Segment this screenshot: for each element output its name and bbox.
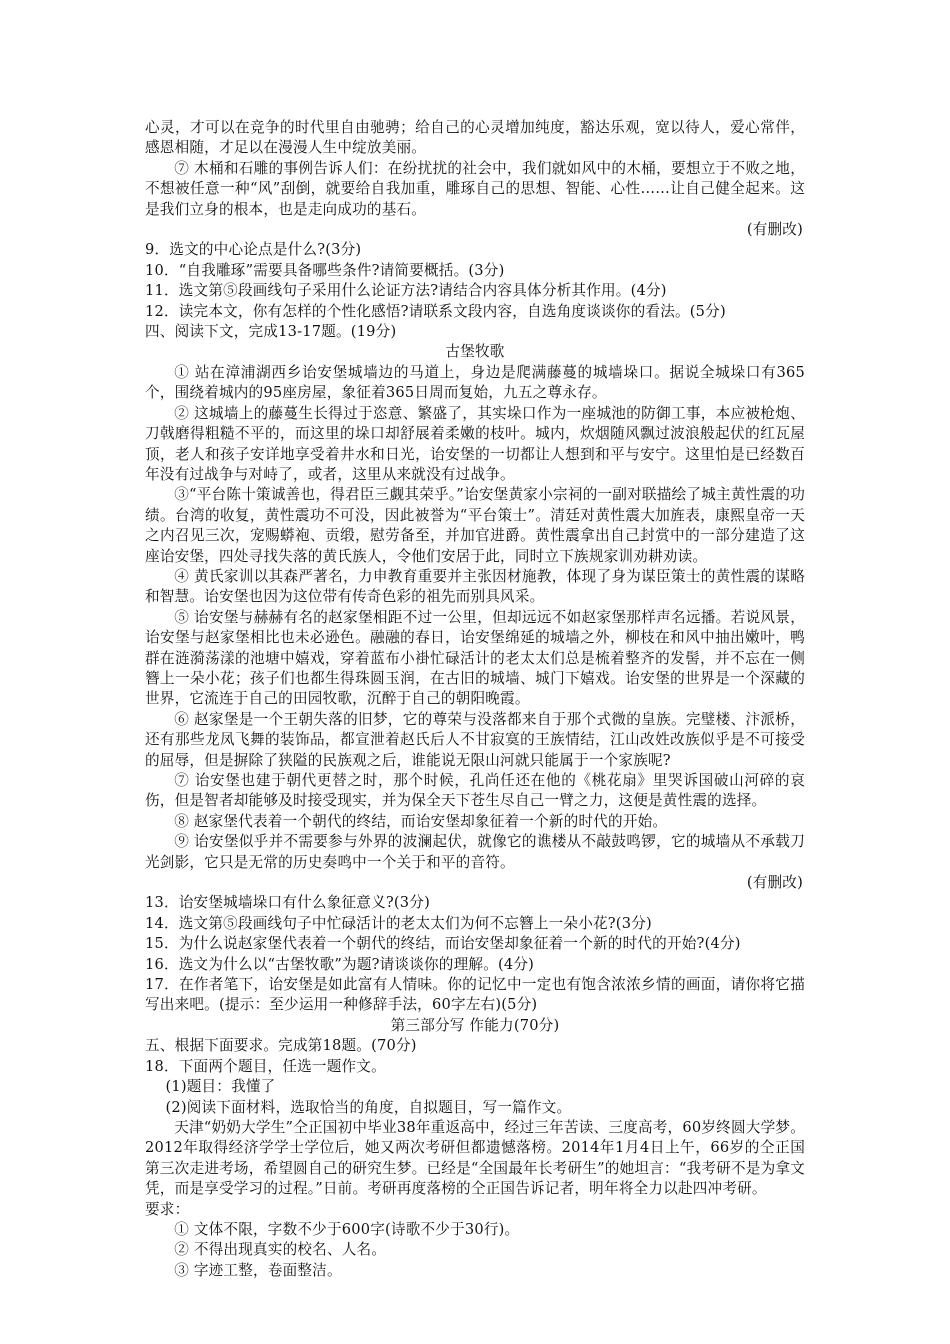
essay-option-2: (2)阅读下面材料，选取恰当的角度，自拟题目，写一篇作文。 [165, 1098, 572, 1116]
article-paragraph-9: ⑨ 诒安堡似乎并不需要参与外界的波澜起伏，就像它的谯楼从不敲鼓鸣锣，它的城墙从不承载刀光剑影，它只是无常的历史奏鸣中一个关于和平的音符。 [145, 833, 805, 871]
question-15: 15．为什么说赵家堡代表着一个朝代的终结，而诒安堡却象征着一个新的时代的开始?(4分) [145, 935, 741, 953]
section-4-heading: 四、阅读下文，完成13-17题。(19分) [145, 323, 397, 341]
part-3-heading: 第三部分写 作能力(70分) [390, 1016, 560, 1034]
question-9: 9．选文的中心论点是什么?(3分) [145, 241, 362, 259]
article-title: 古堡牧歌 [445, 343, 505, 361]
question-16: 16．选文为什么以“古堡牧歌”为题?请谈谈你的理解。(4分) [145, 955, 535, 973]
question-12: 12．读完本文，你有怎样的个性化感悟?请联系文段内容，自选角度谈谈你的看法。(5分) [145, 302, 726, 320]
article-paragraph-6: ⑥ 赵家堡是一个王朝失落的旧梦，它的尊荣与没落都来自于那个式微的皇族。完璧楼、汴派桥，还有那些龙凤飞舞的装饰品，都宣泄着赵氏后人不甘寂寞的王族情结，江山改姓改族似乎是不可接受的屈辱，但是摒除了狭隘的民族观之后，谁能说无限山河就只能属于一个家族呢? [145, 710, 805, 769]
question-18: 18．下面两个题目，任选一题作文。 [145, 1057, 386, 1075]
requirement-2: ② 不得出现真实的校名、人名。 [174, 1241, 387, 1259]
section-5-heading: 五、根据下面要求。完成第18题。(70分) [145, 1037, 417, 1055]
article-paragraph-7: ⑦ 诒安堡也建于朝代更替之时，那个时候，孔尚任还在他的《桃花扇》里哭诉国破山河碎的哀伤，但是智者却能够及时接受现实，并为保全天下苍生尽自己一臂之力，这便是黄性震的选择。 [145, 772, 805, 810]
exam-page [145, 118, 805, 1281]
article-paragraph-2: ② 这城墙上的藤蔓生长得过于恣意、繁盛了，其实垛口作为一座城池的防御工事，本应被枪炮、刀戟磨得粗糙不平的，而这里的垛口却舒展着柔嫩的枝叶。城内，炊烟随风飘过波浪般起伏的红瓦屋顶，老人和孩子安详地享受着井水和日光，诒安堡的一切都让人想到和平与安宁。这里怕是已经数百年没有过战争与对峙了，或者，这里从来就没有过战争。 [145, 404, 805, 483]
question-17: 17．在作者笔下，诒安堡是如此富有人情味。你的记忆中一定也有饱含浓浓乡情的画面，请你将它描写出来吧。(提示：至少运用一种修辞手法，60字左右)(5分) [145, 976, 805, 1014]
essay-material: 天津“奶奶大学生”仝正国初中毕业38年重返高中，经过三年苦读、三度高考，60岁终圆大学梦。2012年取得经济学学士学位后，她又两次考研但都遗憾落榜。2014年1月4日上午，66岁的仝正国第三次走进考场，希望圆自己的研究生梦。已经是“全国最年长考研生”的她坦言：“我考研不是为拿文凭，而是享受学习的过程。”日前。考研再度落榜的仝正国告诉记者，明年将全力以赴四冲考研。 [145, 1118, 805, 1198]
article-paragraph-4: ④ 黄氏家训以其森严著名，力申教育重要并主张因材施教，体现了身为谋臣策士的黄性震的谋略和智慧。诒安堡也因为这位带有传奇色彩的祖先而别具风采。 [145, 567, 805, 606]
question-10: 10．“自我雕琢”需要具备哪些条件?请简要概括。(3分) [145, 261, 505, 279]
question-11: 11．选文第⑤段画线句子采用什么论证方法?请结合内容具体分析其作用。(4分) [145, 282, 667, 300]
requirement-1: ① 文体不限，字数不少于600字(诗歌不少于30行)。 [174, 1220, 520, 1238]
essay-option-1: (1)题目：我懂了 [165, 1078, 276, 1096]
question-14: 14．选文第⑤段画线句子中忙碌活计的老太太们为何不忘簪上一朵小花?(3分) [145, 914, 652, 932]
article-paragraph-5: ⑤ 诒安堡与赫赫有名的赵家堡相距不过一公里，但却远远不如赵家堡那样声名远播。若说风景，诒安堡与赵家堡相比也未必逊色。融融的春日，诒安堡绵延的城墙之外，柳枝在和风中抽出嫩叶，鸭群在涟漪荡漾的池塘中嬉戏，穿着蓝布小褂忙碌活计的老太太们总是梳着整齐的发髻，并不忘在一侧簪上一朵小花；孩子们也都生得珠圆玉润，在古旧的城墙、城门下嬉戏。诒安堡的世界是一个深藏的世界，它流连于自己的田园牧歌，沉醉于自己的朝阳晚霞。 [145, 608, 805, 708]
article-source-note: (有删改) [746, 874, 803, 892]
article-paragraph-3: ③“平台陈十策诚善也，得君臣三觑其荣乎。”诒安堡黄家小宗祠的一副对联描绘了城主黄性震的功绩。台湾的收复，黄性震功不可没，因此被誉为“平台策士”。清廷对黄性震大加旌表，康熙皇帝一天之内召见三次，宠赐蟒袍、贡缎，慰劳备至，并加官进爵。黄性震拿出自己封赏中的一部分建造了这座诒安堡，四处寻找失落的黄氏族人，令他们安居于此，同时立下族规家训劝耕劝读。 [145, 486, 805, 565]
paragraph-continuation: 心灵，才可以在竞争的时代里自由驰骋；给自己的心灵增加纯度，豁达乐观，宽以待人，爱心常伴，感恩相随，才足以在漫漫人生中绽放美丽。 [145, 119, 805, 157]
article-paragraph-8: ⑧ 赵家堡代表着一个朝代的终结，而诒安堡却象征着一个新的时代的开始。 [174, 812, 668, 830]
article-paragraph-1: ① 站在漳浦湖西乡诒安堡城墙边的马道上，身边是爬满藤蔓的城墙垛口。据说全城垛口有365个，围绕着城内的95座房屋，象征着365日周而复始，九五之尊永存。 [145, 363, 805, 402]
paragraph-7: ⑦ 木桶和石雕的事例告诉人们：在纷扰扰的社会中，我们就如风中的木桶，要想立于不败之地，不想被任意一种“风”刮倒，就要给自我加重，雕琢自己的思想、智能、心性……让自己健全起来。这是我们立身的根本，也是走向成功的基石。 [145, 159, 805, 218]
source-note: (有删改) [746, 221, 803, 239]
requirement-3: ③ 字迹工整，卷面整洁。 [174, 1261, 342, 1279]
question-13: 13．诒安堡城墙垛口有什么象征意义?(3分) [145, 894, 430, 912]
requirements-label: 要求： [145, 1200, 190, 1218]
